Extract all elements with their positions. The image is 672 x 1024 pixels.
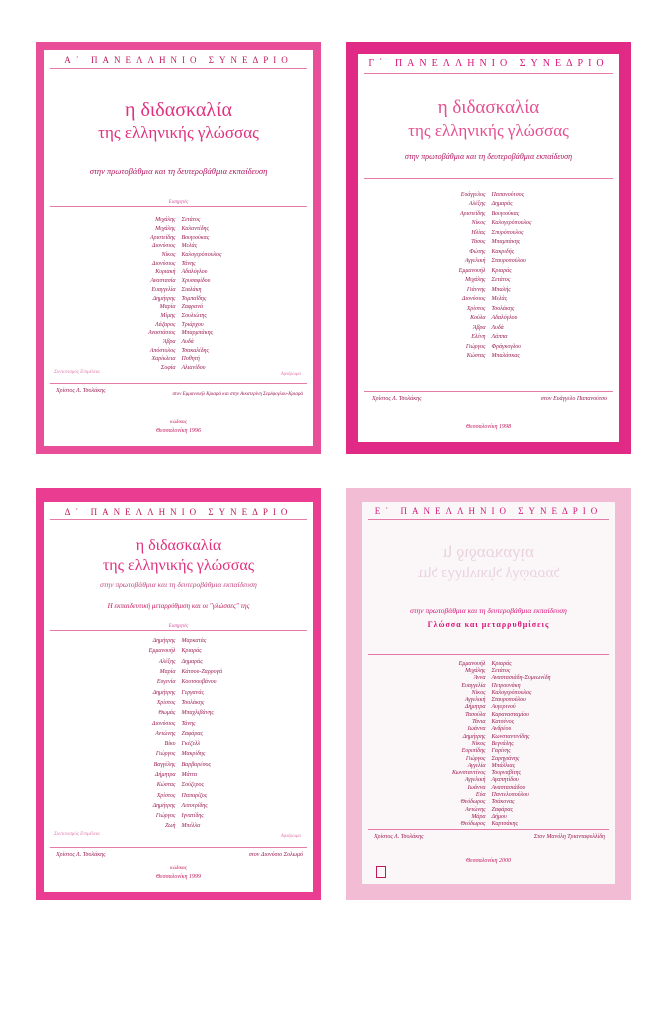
cover-conference-1 — [36, 42, 321, 454]
speaker-last-name: Φράγκογλου — [491, 343, 522, 350]
book-title-line2: της ελληνικής γλώσσας — [98, 123, 259, 142]
speaker-first-name: Δημήτρης — [152, 802, 176, 809]
speaker-last-name: Μπαλάσκας — [491, 353, 520, 360]
speaker-row — [44, 346, 313, 355]
speaker-first-name: Αγγελική — [464, 697, 486, 704]
speaker-first-name: Μαρία — [159, 304, 176, 311]
speaker-first-name: Αριστείδης — [149, 234, 176, 241]
speaker-first-name: Λάζαρος — [155, 321, 176, 328]
book-title-line1: η διδασκαλία — [125, 99, 232, 121]
speaker-row — [44, 355, 313, 364]
speaker-row — [358, 190, 619, 200]
speaker-first-name: Ευάγγελος — [460, 191, 486, 198]
editor-name: Χρίστος Λ. Τσολάκης — [374, 834, 424, 840]
speaker-row — [44, 636, 313, 646]
speaker-first-name: Αλέξης — [158, 658, 176, 665]
book-title-line2: της ελληνικής γλώσσας — [408, 121, 569, 140]
speakers-list — [44, 216, 313, 372]
speaker-row — [358, 219, 619, 229]
speaker-first-name: Θεόδωρος — [460, 821, 486, 828]
speakers-list — [358, 190, 619, 361]
speaker-row — [44, 698, 313, 708]
speaker-last-name: Βαρβαρέσος — [181, 761, 211, 768]
speaker-first-name: Θεόδωρος — [460, 799, 486, 806]
dedication-label: Αφιέρωμα — [280, 834, 301, 839]
speaker-first-name: Μιχάλης — [465, 667, 486, 674]
publication-place-year: Θεσσαλονίκη 2000 — [465, 858, 512, 864]
speaker-row — [44, 677, 313, 687]
speaker-row — [362, 777, 615, 784]
speaker-first-name: Αγγελική — [464, 258, 486, 265]
speaker-last-name: Βουγιούκας — [491, 210, 520, 217]
book-subtitle: στην πρωτοβάθμια και τη δευτεροβάθμια εκπαίδευση — [89, 166, 268, 176]
speaker-last-name: Αγαπητίδου — [491, 777, 519, 784]
book-subtitle: στην πρωτοβάθμια και τη δευτεροβάθμια εκπαίδευση — [404, 152, 573, 161]
speaker-last-name: Σταυροπούλου — [491, 697, 526, 704]
divider — [50, 847, 307, 848]
speakers-list — [44, 636, 313, 832]
speaker-row — [358, 342, 619, 352]
speaker-last-name: Σουλιώτης — [181, 312, 207, 319]
speaker-row — [44, 708, 313, 718]
speaker-row — [362, 726, 615, 733]
speaker-row — [44, 251, 313, 260]
speaker-last-name: Δήμου — [491, 813, 507, 820]
speaker-last-name: Τάνης — [181, 720, 196, 727]
speaker-last-name: Κριαράς — [491, 660, 512, 667]
speaker-last-name: Παπανούτσος — [491, 191, 525, 198]
speaker-first-name: Μιχάλης — [155, 217, 176, 224]
speaker-first-name: Δήμητρα — [464, 704, 486, 711]
speaker-first-name: Τάσος — [471, 239, 486, 246]
speaker-row — [362, 784, 615, 791]
speaker-last-name: Κάτσου-Ζαρρογά — [181, 669, 223, 676]
speaker-first-name: Γιώργος — [155, 813, 176, 820]
speaker-row — [362, 821, 615, 828]
speaker-last-name: Γεργανάς — [181, 689, 204, 696]
speaker-row — [44, 729, 313, 739]
divider — [50, 68, 307, 69]
speaker-row — [44, 286, 313, 295]
speaker-first-name: Εμμανουήλ — [148, 648, 176, 655]
speaker-last-name: Κουτσουβάνου — [181, 679, 217, 686]
speaker-row — [358, 238, 619, 248]
speaker-first-name: Δημήτρης — [462, 733, 486, 740]
divider — [50, 630, 307, 631]
speaker-last-name: Ζαφάρας — [491, 806, 513, 813]
speaker-last-name: Καρτσάκης — [491, 821, 518, 828]
speaker-first-name: Μίμης — [160, 312, 176, 319]
speaker-last-name: Καρανασταμίου — [491, 711, 530, 718]
speaker-last-name: Ποθητή — [181, 356, 200, 363]
speaker-last-name: Γκέζελλ — [181, 741, 201, 748]
section-label: Εισηγητές — [168, 624, 189, 629]
speaker-last-name: Αδαλόγλου — [181, 269, 208, 276]
cover-conference-4 — [36, 488, 321, 900]
speaker-first-name: Εύα — [475, 791, 486, 798]
publication-place-year: Θεσσαλονίκη 1998 — [465, 424, 512, 430]
book-title-line1: η διδασκαλία — [437, 97, 540, 118]
speaker-row — [44, 303, 313, 312]
speaker-first-name: Γιώργος — [465, 343, 486, 350]
speaker-first-name: Νίκος — [471, 689, 486, 696]
speaker-last-name: Αδαλόγλου — [491, 315, 518, 322]
speaker-row — [362, 762, 615, 769]
speaker-last-name: Σιαλάκη — [181, 286, 202, 293]
speaker-first-name: Αναστασία — [150, 278, 176, 285]
speaker-first-name: Ζωή — [164, 823, 176, 830]
cover-conference-5 — [346, 488, 631, 900]
speaker-first-name: Τάνια — [472, 719, 486, 726]
speaker-first-name: Νίκος — [471, 740, 486, 747]
speaker-first-name: Χρίστος — [156, 792, 176, 799]
speaker-last-name: Παπαρίζος — [181, 792, 208, 799]
divider — [364, 391, 613, 392]
speaker-row — [44, 811, 313, 821]
speaker-first-name: Μαρία — [159, 669, 176, 676]
speaker-row — [44, 760, 313, 770]
speaker-row — [362, 704, 615, 711]
speaker-first-name: Κωνσταντίνος — [451, 770, 486, 777]
divider — [368, 654, 609, 655]
speaker-row — [362, 675, 615, 682]
speaker-first-name: Μάρα — [471, 813, 486, 820]
speaker-last-name: Μακρίδης — [181, 751, 206, 758]
speaker-last-name: Γαρίνης — [491, 748, 511, 755]
speaker-last-name: Κριαράς — [181, 648, 202, 655]
speaker-last-name: Μπαρμπάκης — [181, 330, 213, 337]
speaker-first-name: Ιωάννα — [467, 784, 486, 791]
speaker-first-name: Νίκος — [161, 252, 176, 259]
speaker-row — [362, 660, 615, 667]
speaker-row — [362, 769, 615, 776]
speaker-last-name: Σπυρόπουλος — [491, 229, 524, 236]
speaker-first-name: Άβρα — [472, 324, 486, 331]
speaker-first-name: Κώστας — [156, 782, 176, 789]
speaker-last-name: Λυδά — [181, 338, 194, 345]
speaker-first-name: Άβρα — [162, 338, 176, 345]
speaker-row — [44, 320, 313, 329]
speaker-first-name: Κυριακή — [155, 269, 176, 276]
book-title-line1: η διδασκαλία — [135, 537, 222, 554]
speaker-row — [44, 739, 313, 749]
conference-header: Α΄ ΠΑΝΕΛΛΗΝΙΟ ΣΥΝΕΔΡΙΟ — [64, 55, 293, 65]
speaker-row — [44, 338, 313, 347]
speaker-row — [362, 682, 615, 689]
speaker-row — [362, 696, 615, 703]
speaker-last-name: Σαρηγιάνης — [491, 755, 520, 762]
speaker-last-name: Τσολάκης — [491, 305, 515, 312]
speaker-row — [44, 225, 313, 234]
speaker-first-name: Δήμητρα — [154, 772, 176, 778]
speaker-last-name: Κωνσταντινίδης — [491, 733, 530, 740]
book-subtitle: στην πρωτοβάθμια και τη δευτεροβάθμια εκπαίδευση — [100, 580, 257, 589]
speaker-row — [362, 799, 615, 806]
speaker-last-name: Καλογερόπουλος — [181, 252, 222, 259]
speaker-first-name: Απόστολος — [149, 347, 176, 354]
speaker-first-name: Αλέξης — [468, 201, 486, 208]
speaker-first-name: Αγγελική — [464, 777, 486, 784]
speaker-last-name: Αναστασιάδου — [491, 784, 526, 791]
speaker-first-name: Δημήτρης — [152, 638, 176, 645]
speaker-row — [362, 718, 615, 725]
speaker-row — [44, 667, 313, 677]
speaker-first-name: Τασούλα — [465, 711, 486, 718]
speaker-row — [44, 242, 313, 251]
speaker-row — [44, 749, 313, 759]
speaker-row — [358, 295, 619, 305]
speaker-row — [44, 329, 313, 338]
speaker-last-name: Κριαράς — [491, 267, 512, 274]
speaker-last-name: Τσακαλίδης — [181, 347, 209, 354]
speaker-first-name: Ηλίας — [471, 229, 486, 236]
speaker-last-name: Αλιανίδου — [181, 365, 206, 372]
speaker-row — [362, 806, 615, 813]
speaker-last-name: Μπαλής — [491, 286, 511, 293]
dedication-text: στον Ευάγγελο Παπανούτσο — [540, 396, 607, 402]
speaker-last-name: Μάττα — [181, 772, 198, 778]
publication-place-year: Θεσσαλονίκη 1999 — [155, 874, 202, 880]
speaker-first-name: Κούλα — [470, 315, 486, 322]
speaker-first-name: Θωμάς — [158, 710, 176, 717]
speaker-row — [358, 228, 619, 238]
divider — [368, 829, 609, 830]
speaker-last-name: Δημαράς — [181, 658, 203, 665]
book-subtitle-2: Η εκπαιδευτική μεταρρύθμιση και οι "γλώσσες" της — [107, 602, 250, 610]
speaker-row — [358, 333, 619, 343]
divider — [364, 178, 613, 179]
speaker-first-name: Ιωάννα — [467, 726, 486, 733]
speaker-row — [44, 770, 313, 780]
speaker-row — [358, 209, 619, 219]
speaker-first-name: Άννα — [473, 675, 486, 682]
speaker-first-name: Διονύσιος — [151, 260, 176, 267]
speaker-last-name: Μπέλλα — [181, 823, 201, 830]
publisher: κώδικας — [170, 420, 187, 425]
section-label: Εισηγητές — [168, 200, 189, 205]
speaker-first-name: Διονύσιος — [461, 296, 486, 303]
speaker-first-name: Δημήτρης — [152, 689, 176, 696]
speaker-last-name: Πετρουνάκη — [491, 682, 521, 689]
book-title-line2: της ελληνικής γλώσσας — [102, 557, 255, 574]
speaker-first-name: Εμμανουήλ — [458, 660, 486, 667]
speaker-row — [358, 285, 619, 295]
speaker-row — [358, 323, 619, 333]
editor-name: Χρίστος Λ. Τσολάκης — [56, 388, 106, 394]
speaker-first-name: Ευαγγελία — [461, 682, 486, 689]
book-subtitle-2: Γλώσσα και μεταρρυθμίσεις — [427, 620, 550, 629]
speaker-row — [362, 791, 615, 798]
speaker-last-name: Σετάτος — [491, 667, 511, 674]
speaker-row — [44, 801, 313, 811]
speaker-last-name: Κακριδής — [491, 248, 515, 255]
speaker-first-name: Αντώνης — [465, 806, 486, 813]
speaker-first-name: Διονύσιος — [151, 720, 176, 727]
speaker-row — [358, 200, 619, 210]
speaker-last-name: Καλαντίδης — [181, 226, 209, 233]
book-subtitle: στην πρωτοβάθμια και τη δευτεροβάθμια εκπαίδευση — [410, 606, 567, 615]
speaker-first-name: Χρίστος — [466, 305, 486, 312]
speaker-last-name: Κατσένος — [491, 719, 515, 726]
speaker-row — [358, 276, 619, 286]
dedication-label: Αφιέρωμα — [280, 372, 301, 377]
speaker-first-name: Νίκος — [471, 220, 486, 227]
book-title-line2: της ελληνικής γλώσσας — [417, 566, 560, 582]
cover-conference-3 — [346, 42, 631, 454]
publisher-logo — [376, 866, 386, 878]
speaker-first-name: Βίκυ — [164, 741, 176, 748]
divider — [50, 519, 307, 520]
speaker-last-name: Ζαφάρας — [181, 730, 203, 737]
speaker-last-name: Τουρναβίτης — [491, 770, 521, 777]
speaker-last-name: Βουγιούκας — [181, 234, 210, 241]
speaker-last-name: Λιποτρίδης — [181, 802, 208, 809]
speaker-row — [362, 755, 615, 762]
speaker-last-name: Λυδά — [491, 324, 504, 331]
speaker-last-name: Ζαφρανά — [181, 304, 204, 311]
publication-place-year: Θεσσαλονίκη 1996 — [155, 428, 202, 434]
speaker-first-name: Σοφία — [160, 365, 176, 372]
speaker-first-name: Φώτης — [469, 248, 486, 255]
publisher: κώδικας — [170, 866, 187, 871]
speaker-row — [44, 687, 313, 697]
speaker-last-name: Λάππα — [491, 334, 508, 341]
speaker-first-name: Κώστας — [466, 353, 486, 360]
speaker-row — [362, 748, 615, 755]
speaker-last-name: Σούζερος — [181, 782, 204, 789]
speaker-row — [362, 740, 615, 747]
speaker-first-name: Ευαγγελία — [151, 286, 176, 293]
speaker-row — [358, 257, 619, 267]
speaker-row — [362, 813, 615, 820]
speaker-last-name: Ανδρέου — [491, 726, 512, 733]
speaker-last-name: Μπαχλιβάνης — [181, 710, 214, 717]
book-title-line1: η διδασκαλία — [443, 545, 534, 564]
speaker-last-name: Καλογερόπουλος — [491, 689, 532, 696]
speaker-last-name: Χρυσαφίδου — [181, 278, 211, 285]
divider — [50, 206, 307, 207]
speaker-row — [358, 247, 619, 257]
speaker-last-name: Τάνης — [181, 260, 196, 267]
speaker-last-name: Σετάτος — [181, 217, 201, 224]
speaker-last-name: Αυγερινού — [491, 704, 516, 711]
speaker-first-name: Δημήτρης — [152, 295, 176, 302]
speaker-row — [362, 733, 615, 740]
speaker-first-name: Χρίστος — [156, 699, 176, 706]
dedication-text: Στον Μανόλη Τριανταφυλλίδη — [533, 834, 605, 840]
speaker-last-name: Βεγνάλης — [491, 740, 514, 747]
coordination-label: Συντονισμός Επιμέλεια — [54, 832, 100, 837]
speaker-row — [44, 790, 313, 800]
speaker-last-name: Αναστασιάδη-Συμεωνίδη — [491, 675, 551, 682]
speaker-first-name: Γιώργος — [155, 751, 176, 758]
speaker-first-name: Χαρίκλεια — [151, 356, 176, 363]
speaker-row — [44, 268, 313, 277]
speaker-last-name: Μπάλλιας — [491, 762, 516, 769]
speaker-last-name: Τριάρχου — [181, 321, 204, 328]
speaker-first-name: Μιχάλης — [155, 226, 176, 233]
speaker-last-name: Τσάκονας — [491, 799, 515, 806]
speaker-row — [358, 314, 619, 324]
speaker-first-name: Βαγγέλης — [153, 761, 176, 768]
speaker-last-name: Μπαμπάκης — [491, 239, 521, 246]
speaker-first-name: Αγγελία — [467, 762, 486, 769]
speaker-last-name: Ιγνατίδης — [181, 813, 204, 820]
speaker-row — [362, 711, 615, 718]
speaker-row — [44, 259, 313, 268]
conference-header: Γ΄ ΠΑΝΕΛΛΗΝΙΟ ΣΥΝΕΔΡΙΟ — [368, 58, 609, 69]
speaker-row — [44, 646, 313, 656]
speaker-row — [44, 821, 313, 831]
speaker-last-name: Παντελοπούλου — [491, 791, 529, 798]
speaker-first-name: Εμμανουήλ — [458, 267, 486, 274]
speaker-last-name: Τσολάκης — [181, 699, 205, 706]
divider — [364, 73, 613, 74]
speaker-row — [44, 277, 313, 286]
speaker-row — [358, 352, 619, 362]
speaker-row — [358, 304, 619, 314]
speaker-last-name: Σετάτος — [491, 277, 511, 284]
dedication-text: στον Εμμανουήλ Κριαρά και στην Αικατερίνη Σερέφογλου-Κριαρά — [172, 392, 303, 397]
speaker-first-name: Αριστείδης — [459, 210, 486, 217]
speaker-row — [44, 718, 313, 728]
speaker-first-name: Γιώργος — [465, 755, 486, 762]
divider — [368, 519, 609, 520]
speaker-first-name: Ευριπίδης — [461, 748, 486, 755]
speaker-row — [362, 689, 615, 696]
speaker-row — [44, 233, 313, 242]
speaker-first-name: Αναστάσιος — [148, 330, 176, 337]
speakers-list — [362, 660, 615, 828]
speaker-first-name: Ευγενία — [156, 679, 176, 686]
speaker-last-name: Καλογερόπουλος — [491, 220, 532, 227]
speaker-row — [44, 216, 313, 225]
speaker-row — [44, 657, 313, 667]
conference-header: Δ΄ ΠΑΝΕΛΛΗΝΙΟ ΣΥΝΕΔΡΙΟ — [64, 507, 293, 517]
speaker-first-name: Γιάννης — [466, 286, 486, 293]
coordination-label: Συντονισμός Επιμέλεια — [54, 370, 100, 375]
speaker-last-name: Δημαράς — [491, 201, 513, 208]
editor-name: Χρίστος Λ. Τσολάκης — [56, 852, 106, 858]
speaker-last-name: Σταυροπούλου — [491, 258, 526, 265]
dedication-text: στον Διονύσιο Σολωμό — [248, 852, 303, 858]
speaker-last-name: Μαρκατάς — [181, 638, 207, 645]
speaker-first-name: Μιχάλης — [465, 277, 486, 284]
speaker-row — [44, 780, 313, 790]
speaker-row — [358, 266, 619, 276]
speaker-row — [44, 312, 313, 321]
speaker-row — [362, 667, 615, 674]
divider — [50, 383, 307, 384]
speaker-last-name: Μελάς — [491, 296, 508, 303]
speaker-last-name: Τομπαΐδης — [181, 295, 207, 302]
speaker-last-name: Μελάς — [181, 243, 198, 250]
editor-name: Χρίστος Λ. Τσολάκης — [372, 396, 422, 402]
conference-header: Ε΄ ΠΑΝΕΛΛΗΝΙΟ ΣΥΝΕΔΡΙΟ — [374, 506, 603, 516]
speaker-row — [44, 294, 313, 303]
speaker-first-name: Ελένη — [471, 334, 486, 341]
speaker-first-name: Αντώνης — [155, 730, 176, 737]
speaker-first-name: Διονύσιος — [151, 243, 176, 250]
